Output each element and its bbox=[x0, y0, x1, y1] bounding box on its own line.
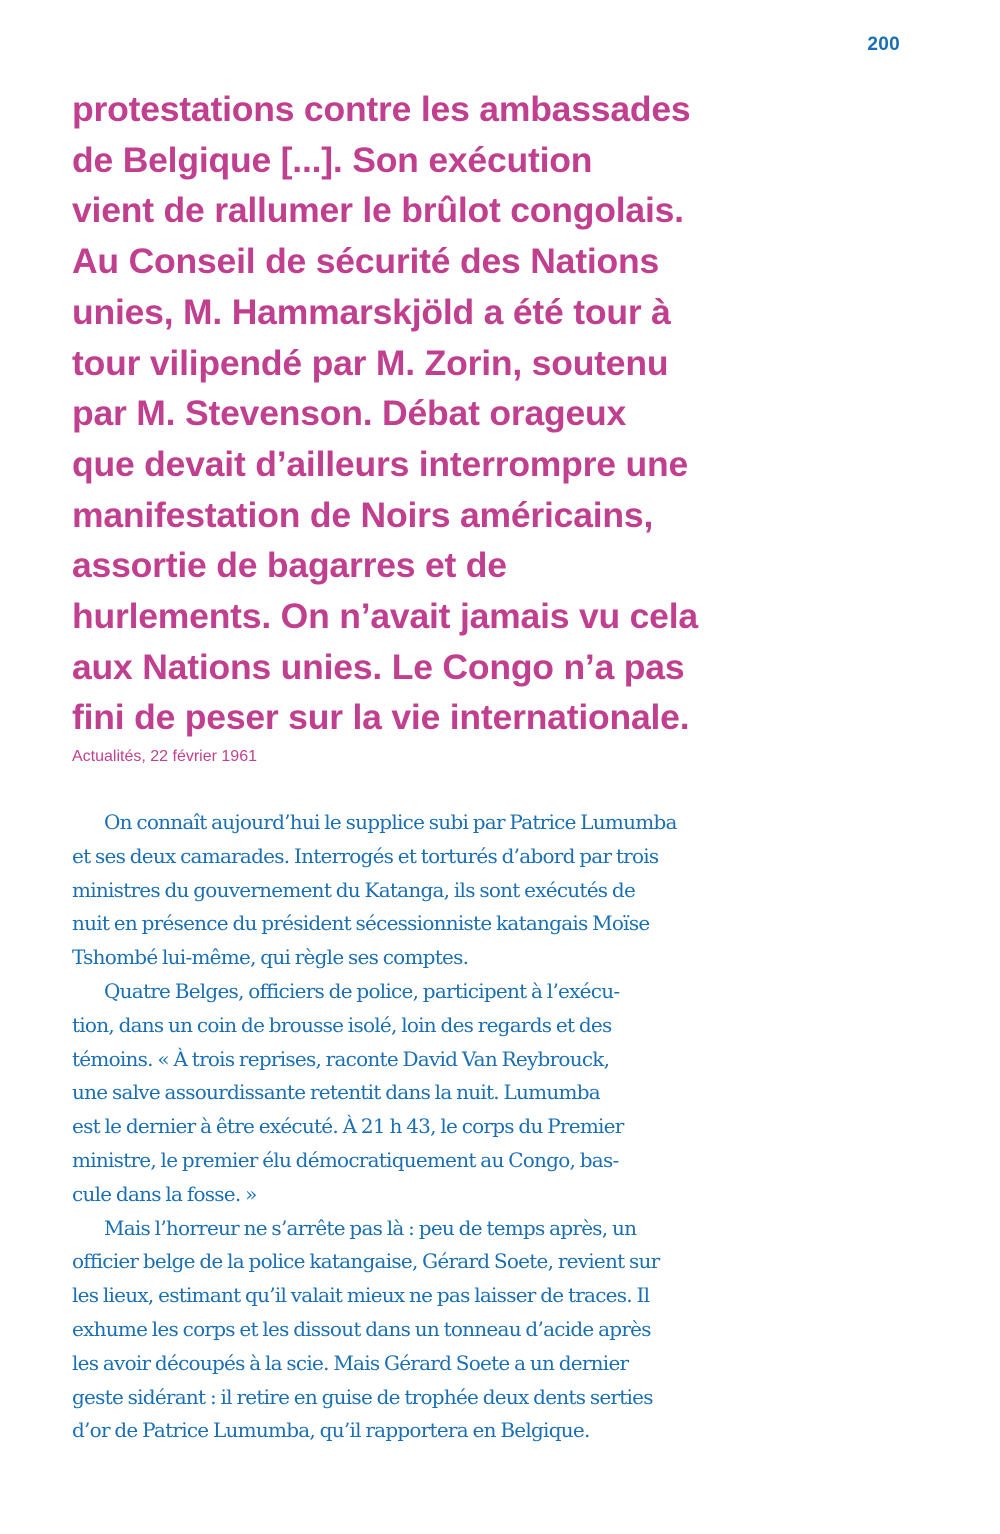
paragraph-line: On connaît aujourd’hui le supplice subi par Patrice Lumumba bbox=[104, 810, 677, 834]
paragraph-line: ministre, le premier élu démocratiquement au Congo, bas- bbox=[72, 1147, 619, 1172]
pull-quote bbox=[72, 84, 732, 767]
quote-line: fini de peser sur la vie internationale. bbox=[72, 697, 690, 738]
quote-line: aux Nations unies. Le Congo n’a pas bbox=[72, 646, 685, 687]
quote-line: manifestation de Noirs américains, bbox=[72, 494, 654, 535]
quote-line: tour vilipendé par M. Zorin, soutenu bbox=[72, 342, 669, 383]
paragraph-line: Quatre Belges, officiers de police, participent à l’exécu- bbox=[104, 978, 620, 1003]
paragraph-line: les lieux, estimant qu’il valait mieux ne pas laisser de traces. Il bbox=[72, 1283, 650, 1308]
paragraph-line: les avoir découpés à la scie. Mais Gérard Soete a un dernier bbox=[72, 1350, 629, 1375]
quote-line: de Belgique [...]. Son exécution bbox=[72, 139, 593, 180]
paragraph-line: geste sidérant : il retire en guise de trophée deux dents serties bbox=[72, 1384, 653, 1409]
paragraph-line: d’or de Patrice Lumumba, qu’il rapportera en Belgique. bbox=[72, 1418, 590, 1443]
quote-line: Au Conseil de sécurité des Nations bbox=[72, 241, 659, 282]
paragraph-line: exhume les corps et les dissout dans un tonneau d’acide après bbox=[72, 1316, 651, 1341]
quote-line: par M. Stevenson. Débat orageux bbox=[72, 393, 627, 434]
body-text bbox=[72, 806, 732, 1448]
quote-source: Actualités, 22 février 1961 bbox=[72, 748, 257, 766]
quote-line: vient de rallumer le brûlot congolais. bbox=[72, 190, 684, 231]
paragraph-line: est le dernier à être exécuté. À 21 h 43, le corps du Premier bbox=[72, 1114, 624, 1139]
paragraph-line: une salve assourdissante retentit dans la nuit. Lumumba bbox=[72, 1080, 600, 1105]
paragraph-line: officier belge de la police katangaise, Gérard Soete, revient sur bbox=[72, 1249, 660, 1274]
paragraph-line: tion, dans un coin de brousse isolé, loin des regards et des bbox=[72, 1012, 612, 1037]
paragraph-line: témoins. « À trois reprises, raconte David Van Reybrouck, bbox=[72, 1046, 610, 1071]
paragraph-line: ministres du gouvernement du Katanga, ils sont exécutés de bbox=[72, 877, 636, 902]
quote-line: protestations contre les ambassades bbox=[72, 89, 691, 129]
quote-line: unies, M. Hammarskjöld a été tour à bbox=[72, 291, 671, 332]
paragraph-line: Tshombé lui-même, qui règle ses comptes. bbox=[72, 945, 469, 970]
paragraph-line: cule dans la fosse. » bbox=[72, 1181, 257, 1206]
quote-line: assortie de bagarres et de bbox=[72, 545, 507, 586]
quote-line: que devait d’ailleurs interrompre une bbox=[72, 443, 688, 484]
paragraph-line: et ses deux camarades. Interrogés et torturés d’abord par trois bbox=[72, 843, 659, 868]
paragraph-line: nuit en présence du président sécessionniste katangais Moïse bbox=[72, 911, 650, 936]
quote-line: hurlements. On n’avait jamais vu cela bbox=[72, 596, 698, 637]
page-number: 200 bbox=[867, 34, 900, 55]
paragraph-line: Mais l’horreur ne s’arrête pas là : peu de temps après, un bbox=[104, 1215, 637, 1240]
